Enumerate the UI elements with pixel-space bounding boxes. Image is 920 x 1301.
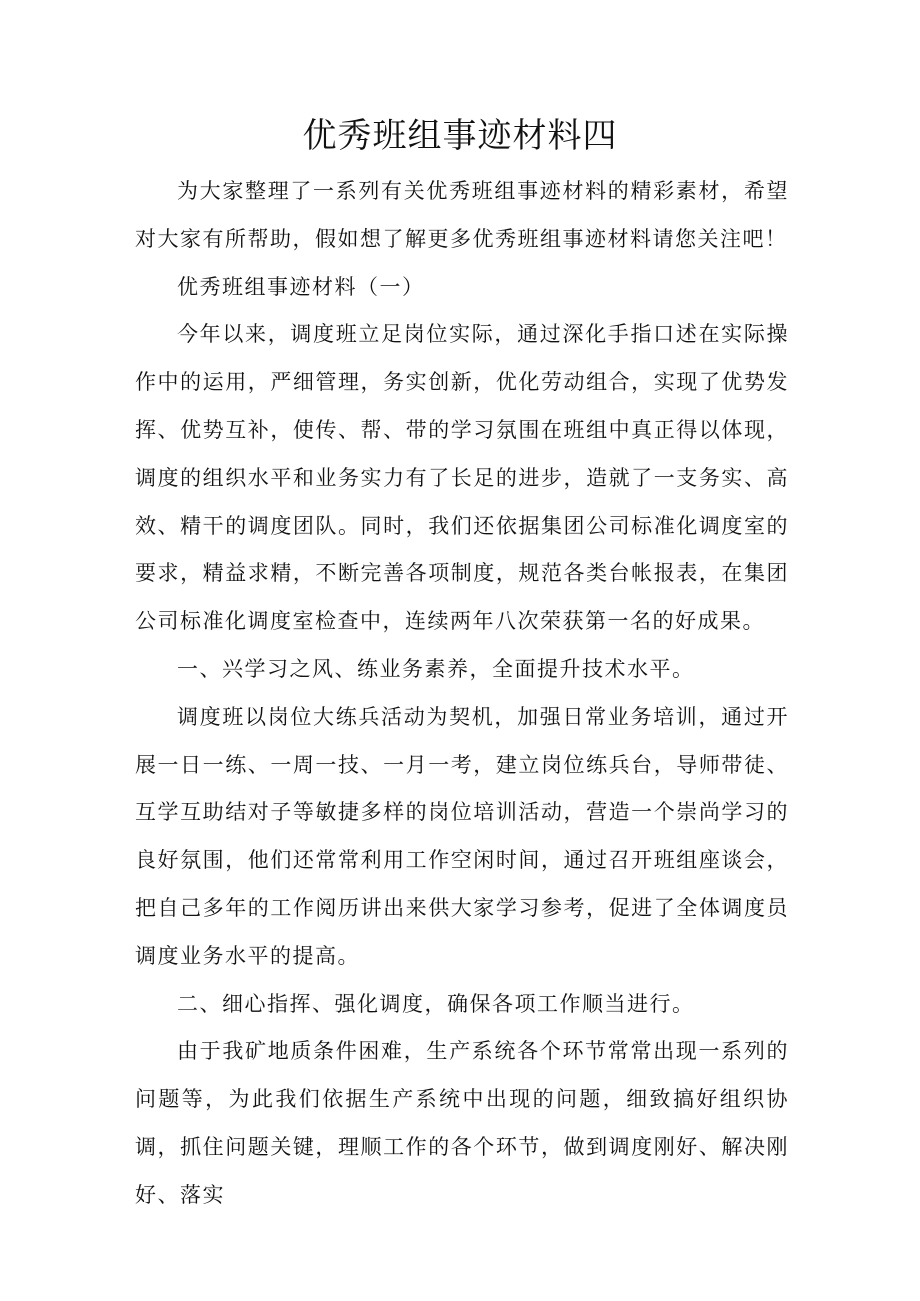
intro-paragraph: 为大家整理了一系列有关优秀班组事迹材料的精彩素材，希望对大家有所帮助，假如想了解更多优秀班组事迹材料请您关注吧！ [135,179,789,251]
body-paragraph: 调度班以岗位大练兵活动为契机，加强日常业务培训，通过开展一日一练、一周一技、一月一考，建立岗位练兵台，导师带徒、互学互助结对子等敏捷多样的岗位培训活动，营造一个崇尚学习的良好氛围，他们还常常利用工作空闲时间，通过召开班组座谈会，把自己多年的工作阅历讲出来供大家学习参考，促进了全体调度员调度业务水平的提高。 [135,704,789,968]
section-heading-material-one: 优秀班组事迹材料（一） [177,274,425,299]
section-heading-one: 一、兴学习之风、练业务素养，全面提升技术水平。 [177,656,695,681]
body-paragraph: 今年以来，调度班立足岗位实际，通过深化手指口述在实际操作中的运用，严细管理，务实创新，优化劳动组合，实现了优势发挥、优势互补，使传、帮、带的学习氛围在班组中真正得以体现，调度的组织水平和业务实力有了长足的进步，造就了一支务实、高效、精干的调度团队。同时，我们还依据集团公司标准化调度室的要求，精益求精，不断完善各项制度，规范各类台帐报表，在集团公司标准化调度室检查中，连续两年八次荣获第一名的好成果。 [135,322,789,634]
body-paragraph: 由于我矿地质条件困难，生产系统各个环节常常出现一系列的问题等，为此我们依据生产系统中出现的问题，细致搞好组织协调，抓住问题关键，理顺工作的各个环节，做到调度刚好、解决刚好、落实 [135,1039,789,1207]
document-body [135,168,789,1220]
section-heading-two: 二、细心指挥、强化调度，确保各项工作顺当进行。 [177,991,695,1016]
document-title: 优秀班组事迹材料四 [302,116,618,156]
